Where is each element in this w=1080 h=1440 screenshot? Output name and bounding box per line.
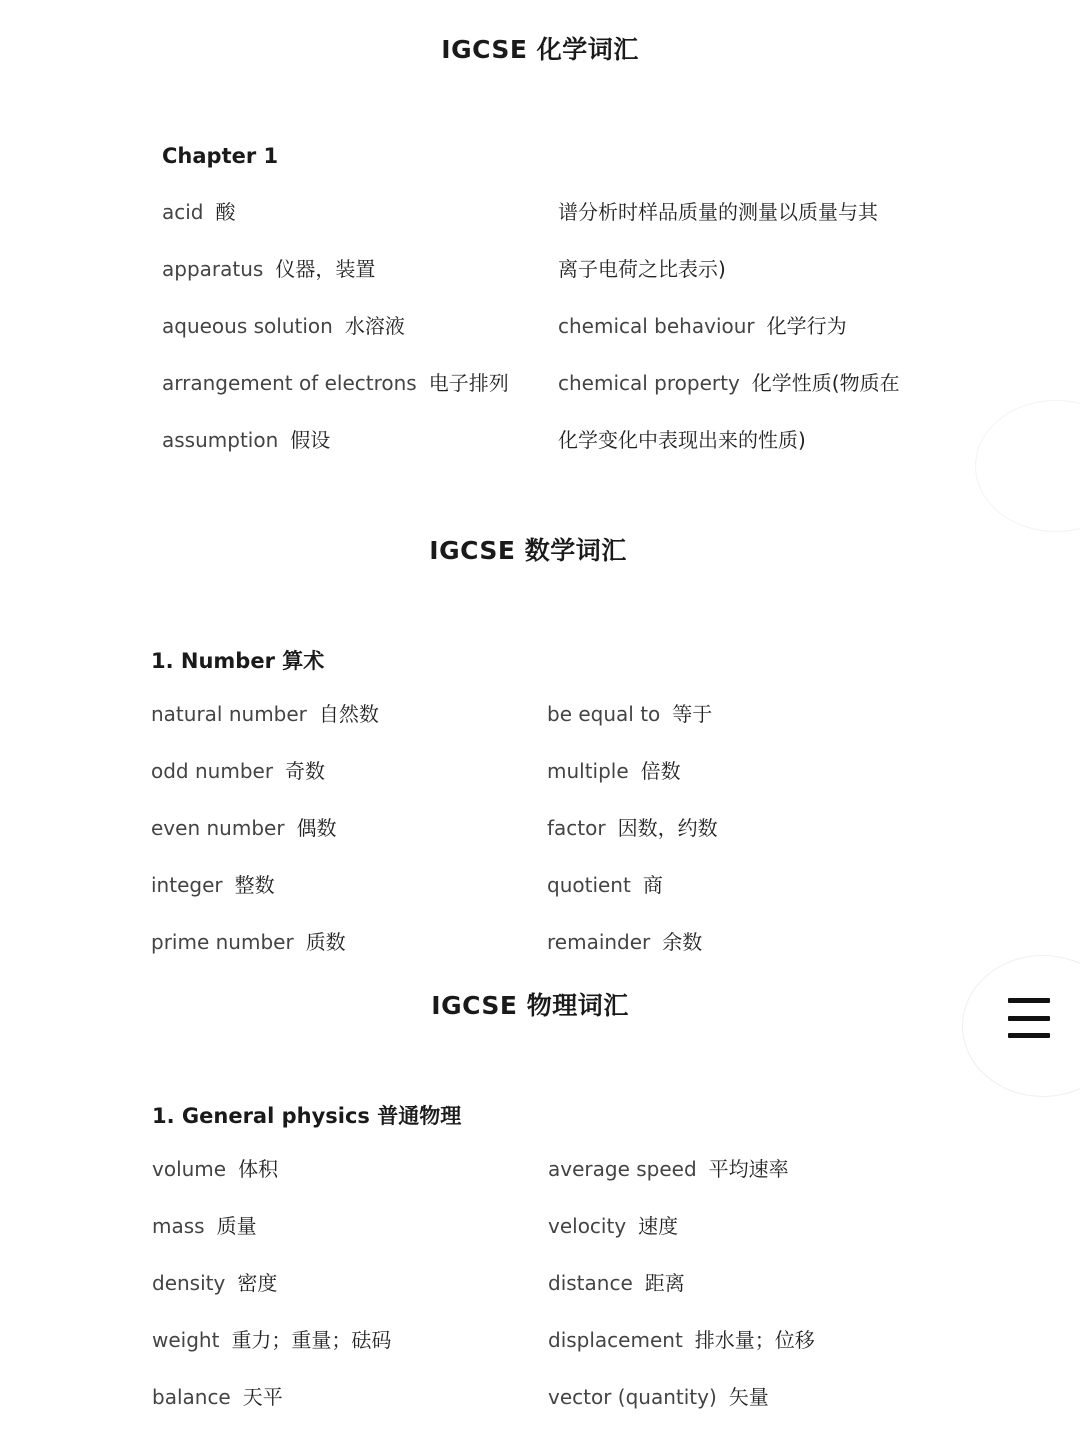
term-chinese: 化学变化中表现出来的性质) — [558, 428, 806, 452]
physics-title: IGCSE 物理词汇 — [431, 991, 629, 1020]
term-english: distance — [548, 1271, 633, 1295]
physics-right-term — [548, 1328, 815, 1352]
chemistry-left-term — [162, 428, 330, 452]
term-english: be equal to — [547, 702, 661, 726]
term-english: prime number — [151, 930, 294, 954]
chemistry-left-term — [162, 314, 405, 338]
chemistry-left-term — [162, 371, 509, 395]
term-chinese: 质量 — [216, 1214, 257, 1238]
term-chinese: 奇数 — [285, 759, 326, 783]
term-chinese: 因数，约数 — [617, 816, 718, 840]
menu-line — [1008, 1016, 1050, 1021]
chemistry-right-term — [558, 371, 900, 395]
term-chinese: 密度 — [237, 1271, 278, 1295]
term-english: density — [152, 1271, 226, 1295]
term-english: factor — [547, 816, 606, 840]
term-chinese: 自然数 — [318, 702, 379, 726]
term-chinese: 矢量 — [728, 1385, 769, 1409]
term-chinese: 离子电荷之比表示) — [558, 257, 726, 281]
physics-right-term — [548, 1157, 789, 1181]
term-chinese: 仪器，装置 — [275, 257, 376, 281]
chemistry-left-term — [162, 200, 236, 224]
decorative-circle — [975, 400, 1080, 532]
term-english: acid — [162, 200, 204, 224]
term-english: balance — [152, 1385, 231, 1409]
term-english: aqueous solution — [162, 314, 333, 338]
math-left-term — [151, 702, 379, 726]
term-chinese: 商 — [642, 873, 663, 897]
chemistry-right-term — [558, 200, 878, 224]
term-english: mass — [152, 1214, 205, 1238]
math-right-term — [547, 873, 663, 897]
term-chinese: 速度 — [638, 1214, 679, 1238]
physics-section-heading: 1. General physics 普通物理 — [152, 1104, 462, 1128]
math-left-term — [151, 759, 325, 783]
term-chinese: 化学行为 — [766, 314, 847, 338]
term-english: weight — [152, 1328, 220, 1352]
term-english: displacement — [548, 1328, 683, 1352]
term-english: velocity — [548, 1214, 627, 1238]
term-english: apparatus — [162, 257, 264, 281]
physics-left-term — [152, 1385, 283, 1409]
math-right-term — [547, 816, 718, 840]
term-english: remainder — [547, 930, 651, 954]
term-chinese: 电子排列 — [428, 371, 509, 395]
term-chinese: 偶数 — [296, 816, 337, 840]
term-chinese: 等于 — [672, 702, 713, 726]
term-english: arrangement of electrons — [162, 371, 417, 395]
math-right-term — [547, 930, 702, 954]
math-right-term — [547, 759, 681, 783]
physics-left-term — [152, 1214, 257, 1238]
term-chinese: 化学性质(物质在 — [751, 371, 900, 395]
term-chinese: 排水量；位移 — [694, 1328, 815, 1352]
chemistry-right-term — [558, 314, 847, 338]
chemistry-right-term — [558, 428, 806, 452]
chemistry-right-term — [558, 257, 726, 281]
term-english: natural number — [151, 702, 307, 726]
math-title: IGCSE 数学词汇 — [429, 536, 627, 565]
physics-left-term — [152, 1157, 278, 1181]
menu-line — [1008, 1033, 1050, 1038]
physics-right-term — [548, 1214, 678, 1238]
term-english: vector (quantity) — [548, 1385, 717, 1409]
math-left-term — [151, 816, 337, 840]
term-english: assumption — [162, 428, 279, 452]
term-english: odd number — [151, 759, 274, 783]
term-chinese: 余数 — [662, 930, 703, 954]
physics-right-term — [548, 1385, 769, 1409]
term-english: chemical property — [558, 371, 740, 395]
menu-line — [1008, 998, 1050, 1003]
term-english: volume — [152, 1157, 227, 1181]
hamburger-menu-icon[interactable] — [1008, 998, 1050, 1038]
term-chinese: 水溶液 — [344, 314, 405, 338]
chemistry-title: IGCSE 化学词汇 — [441, 35, 639, 64]
term-chinese: 酸 — [215, 200, 236, 224]
term-chinese: 体积 — [238, 1157, 279, 1181]
term-chinese: 平均速率 — [708, 1157, 789, 1181]
physics-left-term — [152, 1328, 391, 1352]
physics-left-term — [152, 1271, 277, 1295]
physics-right-term — [548, 1271, 685, 1295]
term-chinese: 假设 — [290, 428, 331, 452]
term-english: chemical behaviour — [558, 314, 755, 338]
math-left-term — [151, 930, 346, 954]
term-chinese: 谱分析时样品质量的测量以质量与其 — [558, 200, 878, 224]
term-english: quotient — [547, 873, 631, 897]
term-chinese: 整数 — [234, 873, 275, 897]
term-english: even number — [151, 816, 285, 840]
chemistry-chapter-heading: Chapter 1 — [162, 144, 279, 168]
math-right-term — [547, 702, 712, 726]
math-section-heading: 1. Number 算术 — [151, 649, 325, 673]
term-chinese: 重力；重量；砝码 — [231, 1328, 392, 1352]
term-english: average speed — [548, 1157, 697, 1181]
term-english: integer — [151, 873, 223, 897]
math-left-term — [151, 873, 275, 897]
term-chinese: 倍数 — [640, 759, 681, 783]
term-chinese: 质数 — [305, 930, 346, 954]
term-chinese: 天平 — [242, 1385, 283, 1409]
term-chinese: 距离 — [644, 1271, 685, 1295]
term-english: multiple — [547, 759, 629, 783]
chemistry-left-term — [162, 257, 375, 281]
